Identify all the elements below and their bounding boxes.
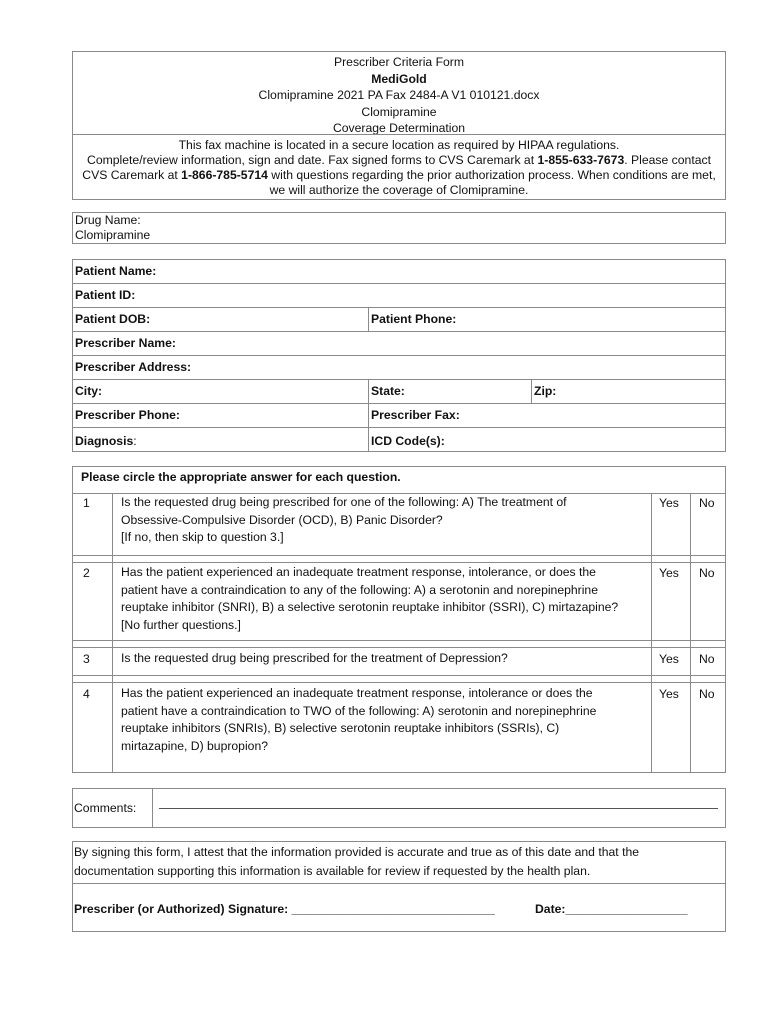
divider [651,493,652,773]
city-label: City: [75,384,103,398]
diagnosis-colon: : [133,434,137,448]
divider [112,493,113,773]
patient-phone-label: Patient Phone: [371,312,457,326]
comments-input-line[interactable] [159,808,718,809]
document-id: Clomipramine 2021 PA Fax 2484-A V1 010121.docx [258,88,540,102]
prescriber-phone-field[interactable] [72,403,369,428]
question-number: 1 [83,496,90,510]
divider [72,883,726,884]
date-field[interactable]: Date:__________________ [535,902,688,916]
notice-text: . Please contact CVS Caremark at [82,153,711,182]
question-line: patient have a contraindication to TWO of the following: A) serotonin and norepinephrine [121,703,597,718]
attestation-line: By signing this form, I attest that the information provided is accurate and true as of this date and that the [74,845,640,859]
hipaa-notice: This fax machine is located in a secure location as required by HIPAA regulations. [178,138,620,152]
attestation-text [74,843,639,881]
patient-dob-label: Patient DOB: [75,312,151,326]
prescriber-name-field[interactable] [72,331,726,356]
yes-option[interactable]: Yes [659,496,679,510]
attestation-line: documentation supporting this information is available for review if requested by the health plan. [74,864,591,878]
drug-name-label: Drug Name: [75,213,141,227]
comments-label: Comments: [74,801,137,815]
state-field[interactable] [368,379,532,404]
question-number: 2 [83,566,90,580]
divider [72,555,726,556]
patient-name-field[interactable] [72,259,726,284]
question-line: reuptake inhibitors (SNRIs), B) selective serotonin reuptake inhibitors (SSRIs), C) [121,721,560,735]
question-line: Has the patient experienced an inadequate treatment response, intolerance, or does the [121,565,596,579]
icd-code-label: ICD Code(s): [371,434,445,448]
fax-number: 1-855-633-7673 [537,153,625,167]
question-line: Obsessive-Compulsive Disorder (OCD), B) Panic Disorder? [121,512,443,527]
zip-label: Zip: [534,384,557,398]
prescriber-address-label: Prescriber Address: [75,360,192,374]
question-line: Has the patient experienced an inadequate treatment response, intolerance or does the [121,686,593,700]
divider [72,647,726,648]
plan-name: MediGold [371,71,427,86]
question-line: [No further questions.] [121,617,241,632]
question-line: Is the requested drug being prescribed for the treatment of Depression? [121,651,508,665]
notice-text: Complete/review information, sign and date. Fax signed forms to CVS Caremark at [87,153,538,167]
coverage-title: Coverage Determination [332,121,466,135]
question-line: patient have a contraindication to any of the following: A) a serotonin and norepinephrine [121,582,598,597]
no-option[interactable]: No [699,566,715,580]
patient-id-field[interactable] [72,283,726,308]
question-line: reuptake inhibitor (SNRI), B) a selective serotonin reuptake inhibitor (SSRI), C) mirtazapine? [121,600,619,614]
question-instruction: Please circle the appropriate answer for each question. [81,470,401,484]
drug-name-value: Clomipramine [75,228,151,242]
drug-title: Clomipramine [361,104,437,119]
patient-id-label: Patient ID: [75,288,136,302]
prescriber-address-field[interactable] [72,355,726,380]
question-number: 3 [83,652,90,666]
divider [72,682,726,683]
divider [72,675,726,676]
notice-text: with questions regarding the prior authorization process. When conditions are met, we will authorize the coverage of Clomipramine. [267,168,716,197]
question-number: 4 [83,687,90,701]
question-line: mirtazapine, D) bupropion? [121,738,269,753]
yes-option[interactable]: Yes [659,566,679,580]
form-title: Prescriber Criteria Form [333,55,465,69]
fax-notice [72,134,726,200]
patient-name-label: Patient Name: [75,264,157,278]
diagnosis-label: Diagnosis [75,434,134,448]
divider [72,640,726,641]
prescriber-name-label: Prescriber Name: [75,336,176,350]
question-line: [If no, then skip to question 3.] [121,530,284,544]
divider [690,493,691,773]
question-line: Is the requested drug being prescribed for one of the following: A) The treatment of [121,495,567,509]
phone-number: 1-866-785-5714 [181,168,268,182]
signature-field[interactable]: Prescriber (or Authorized) Signature: ______________________________ [74,902,495,916]
drug-name-field[interactable] [72,212,726,244]
icd-code-field[interactable] [368,427,726,452]
yes-option[interactable]: Yes [659,687,679,701]
zip-field[interactable] [531,379,726,404]
no-option[interactable]: No [699,652,715,666]
prescriber-phone-label: Prescriber Phone: [75,408,180,422]
question-text [121,650,508,668]
form-header [72,51,726,135]
no-option[interactable]: No [699,496,715,510]
city-field[interactable] [72,379,369,404]
divider [152,788,153,828]
no-option[interactable]: No [699,687,715,701]
question-text [121,494,567,547]
state-label: State: [371,384,405,398]
question-text [121,685,596,755]
prescriber-fax-label: Prescriber Fax: [371,408,460,422]
diagnosis-field[interactable] [72,427,369,452]
prescriber-fax-field[interactable] [368,403,726,428]
question-text [121,564,618,634]
yes-option[interactable]: Yes [659,652,679,666]
divider [72,562,726,563]
patient-phone-field[interactable] [368,307,726,332]
patient-dob-field[interactable] [72,307,369,332]
